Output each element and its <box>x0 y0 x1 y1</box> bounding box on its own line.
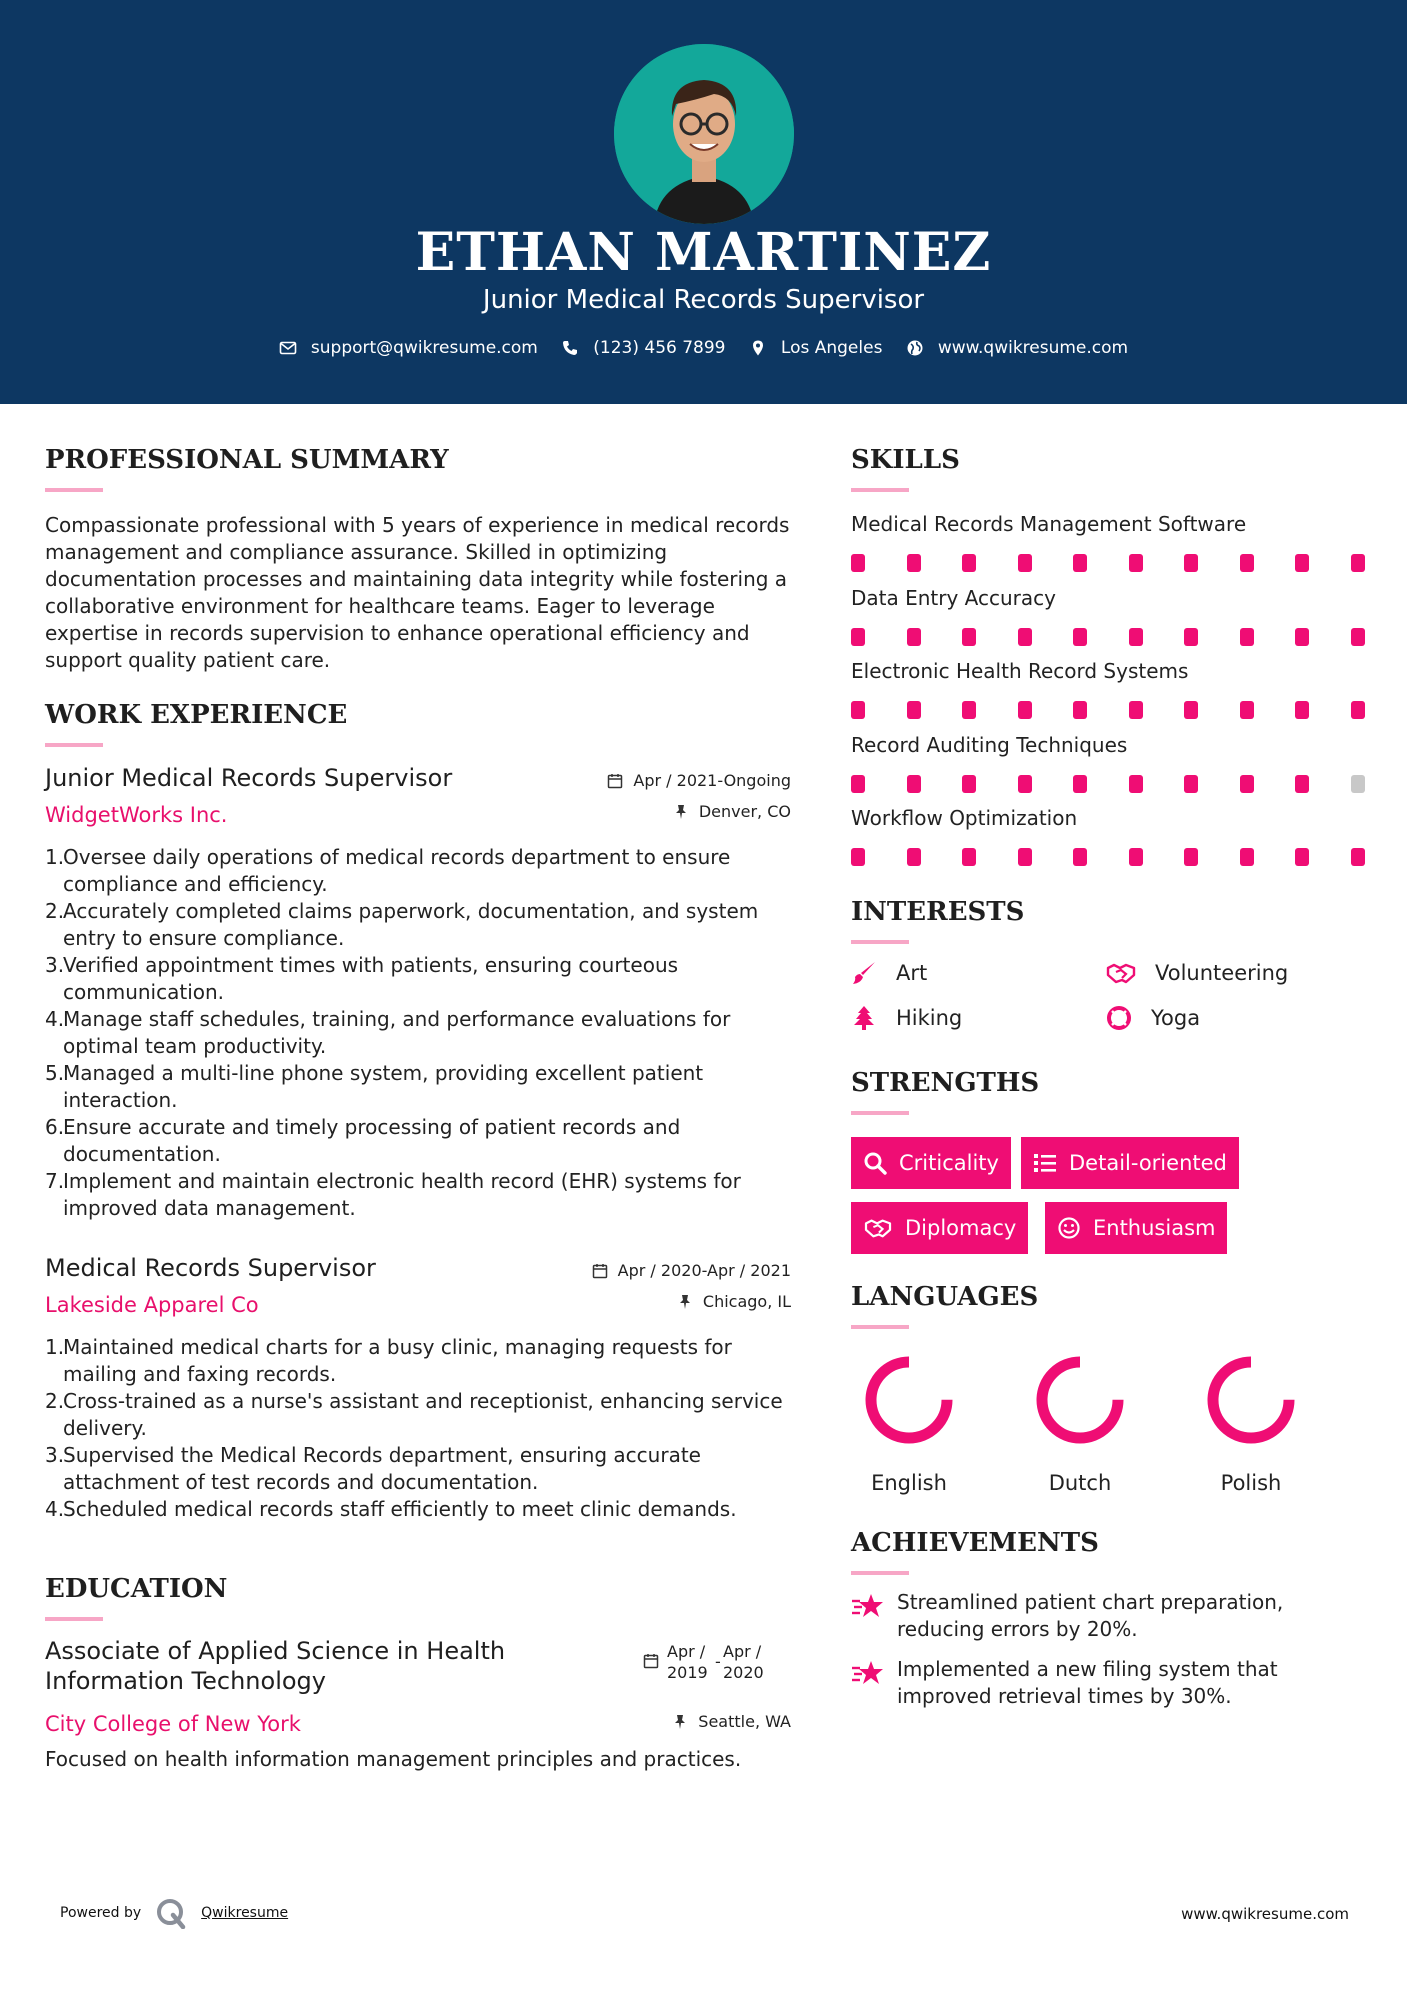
person-photo-icon <box>614 44 794 224</box>
achievement-item <box>851 1589 1351 1643</box>
school-name: City College of New York <box>45 1712 301 1736</box>
skill-rating-dot <box>851 554 865 572</box>
job-dates-text: Apr / 2021-Ongoing <box>633 771 791 790</box>
skill-rating <box>851 554 1359 572</box>
skill-rating-dot <box>1240 848 1254 866</box>
skill-rating-dot <box>1295 628 1309 646</box>
duty-item <box>45 1334 791 1388</box>
education-rule <box>45 1617 103 1621</box>
strength-badge <box>851 1137 1011 1189</box>
education-heading: EDUCATION <box>45 1574 228 1604</box>
skills-heading: SKILLS <box>851 445 960 475</box>
skill-rating-dot <box>1240 775 1254 793</box>
contact-email-text: support@qwikresume.com <box>310 338 538 358</box>
education-start: Apr / 2019 <box>667 1642 708 1682</box>
duty-item <box>45 844 791 898</box>
language-proficiency-ring <box>1030 1350 1130 1450</box>
education-date-separator: - <box>715 1652 721 1671</box>
language-item <box>849 1350 969 1498</box>
interest-label: Yoga <box>1151 1006 1201 1030</box>
languages-heading: LANGUAGES <box>851 1282 1039 1312</box>
duty-text: Cross-trained as a nurse's assistant and receptionist, enhancing service delivery. <box>63 1389 783 1440</box>
duty-number: 1. <box>45 1335 65 1359</box>
duty-item <box>45 1496 791 1523</box>
contact-phone[interactable] <box>561 333 725 363</box>
strengths-rule <box>851 1111 909 1115</box>
achievements-rule <box>851 1571 909 1575</box>
resume-header <box>0 0 1407 404</box>
skill-rating <box>851 701 1359 719</box>
degree-title: Associate of Applied Science in Health Information Technology <box>45 1637 506 1695</box>
strengths-heading: STRENGTHS <box>851 1068 1040 1098</box>
duty-text: Ensure accurate and timely processing of patient records and documentation. <box>63 1115 681 1166</box>
job-title: Medical Records Supervisor <box>45 1254 376 1282</box>
candidate-name: ETHAN MARTINEZ <box>415 222 992 283</box>
skill-rating-dot <box>851 775 865 793</box>
skill-rating <box>851 775 1359 793</box>
duty-number: 2. <box>45 899 65 923</box>
calendar-icon <box>607 773 623 789</box>
strength-label: Detail-oriented <box>1069 1151 1227 1175</box>
interest-label: Hiking <box>896 1006 963 1030</box>
skill-rating-dot <box>1351 701 1365 719</box>
language-item <box>1191 1350 1311 1498</box>
skill-rating <box>851 628 1359 646</box>
experience-rule <box>45 743 103 747</box>
skill-rating-dot <box>1295 848 1309 866</box>
strength-badge <box>1021 1137 1239 1189</box>
search-icon <box>863 1151 887 1175</box>
job-location-text: Denver, CO <box>698 802 791 821</box>
job-dates-text: Apr / 2020-Apr / 2021 <box>617 1261 791 1280</box>
skill-rating-dot <box>1018 701 1032 719</box>
skill-rating-dot <box>907 628 921 646</box>
duty-text: Scheduled medical records staff efficiently to meet clinic demands. <box>63 1497 737 1521</box>
achievement-text: Implemented a new filing system that improved retrieval times by 30%. <box>897 1657 1278 1708</box>
language-proficiency-arc <box>871 1362 947 1438</box>
summary-heading: PROFESSIONAL SUMMARY <box>45 445 449 475</box>
strength-badge <box>851 1202 1028 1254</box>
skill-rating-dot <box>1018 775 1032 793</box>
skill-rating-dot <box>1018 628 1032 646</box>
candidate-title: Junior Medical Records Supervisor <box>482 285 925 315</box>
skill-rating-dot <box>1129 554 1143 572</box>
duty-number: 1. <box>45 845 65 869</box>
duty-number: 7. <box>45 1169 65 1193</box>
lifebuoy-icon <box>1106 1005 1132 1031</box>
pushpin-icon <box>673 804 689 820</box>
job-location-text: Chicago, IL <box>702 1292 791 1311</box>
contact-email[interactable] <box>279 333 538 363</box>
paintbrush-icon <box>851 960 877 986</box>
duty-item <box>45 1060 791 1114</box>
skill-rating-dot <box>1295 701 1309 719</box>
skill-rating-dot <box>907 848 921 866</box>
skill-rating-dot <box>907 775 921 793</box>
skill-rating-dot <box>1184 775 1198 793</box>
job-dates <box>491 769 791 793</box>
powered-by-text: Powered by <box>60 1905 142 1921</box>
qwikresume-link[interactable]: Qwikresume <box>201 1905 289 1921</box>
map-pin-icon <box>749 339 767 357</box>
duty-number: 5. <box>45 1061 65 1085</box>
skill-rating-dot <box>1240 628 1254 646</box>
skill-rating-dot <box>962 628 976 646</box>
skill-rating-dot <box>1073 554 1087 572</box>
summary-rule <box>45 488 103 492</box>
interest-item <box>1106 1003 1200 1033</box>
duty-item <box>45 1168 791 1222</box>
job-title: Junior Medical Records Supervisor <box>45 764 453 792</box>
company-name: WidgetWorks Inc. <box>45 803 228 827</box>
skill-rating-dot <box>962 554 976 572</box>
skill-rating-dot <box>907 701 921 719</box>
pushpin-icon <box>672 1714 688 1730</box>
contact-website[interactable] <box>906 333 1128 363</box>
strength-label: Diplomacy <box>905 1216 1017 1240</box>
duty-item <box>45 898 791 952</box>
globe-icon <box>906 339 924 357</box>
list-icon <box>1033 1151 1057 1175</box>
skill-rating-dot <box>1184 554 1198 572</box>
skill-rating-dot <box>1351 848 1365 866</box>
calendar-icon <box>643 1653 659 1669</box>
duty-number: 4. <box>45 1007 65 1031</box>
summary-text: Compassionate professional with 5 years of experience in medical records management and compliance assurance. Skilled in optimizing documentation processes and maintaining data integrity while fostering a collaborative environment for healthcare teams. Eager to leverage expertise in records supervision to enhance operational efficiency and support quality patient care. <box>45 513 790 672</box>
skill-rating-dot <box>851 628 865 646</box>
duty-item <box>45 1442 791 1496</box>
duty-text: Maintained medical charts for a busy clinic, managing requests for mailing and faxing records. <box>63 1335 732 1386</box>
contact-website-text: www.qwikresume.com <box>937 338 1129 358</box>
duty-item <box>45 1006 791 1060</box>
duty-text: Manage staff schedules, training, and performance evaluations for optimal team productivity. <box>63 1007 731 1058</box>
smile-icon <box>1057 1216 1081 1240</box>
skill-rating-dot <box>1073 628 1087 646</box>
duty-number: 3. <box>45 953 65 977</box>
experience-heading: WORK EXPERIENCE <box>45 700 348 730</box>
education-description: Focused on health information management principles and practices. <box>45 1747 742 1771</box>
skill-rating-dot <box>851 848 865 866</box>
skill-rating-dot <box>1240 554 1254 572</box>
skill-rating-dot <box>1184 628 1198 646</box>
company-name: Lakeside Apparel Co <box>45 1293 259 1317</box>
duty-text: Verified appointment times with patients, ensuring courteous communication. <box>63 953 679 1004</box>
duty-number: 2. <box>45 1389 65 1413</box>
job-location <box>491 1290 791 1314</box>
skill-name: Electronic Health Record Systems <box>851 659 1189 683</box>
strength-label: Criticality <box>899 1151 999 1175</box>
skill-rating-dot <box>962 775 976 793</box>
languages-rule <box>851 1325 909 1329</box>
skill-rating-dot <box>1018 554 1032 572</box>
language-proficiency-arc <box>1042 1362 1118 1438</box>
skill-rating-dot <box>1351 775 1365 793</box>
pushpin-icon <box>677 1294 693 1310</box>
duty-text: Supervised the Medical Records department, ensuring accurate attachment of test records and documentation. <box>63 1443 701 1494</box>
language-proficiency-ring <box>859 1350 959 1450</box>
education-dates <box>643 1641 791 1683</box>
interest-label: Art <box>896 961 928 985</box>
language-name: Dutch <box>1048 1471 1112 1495</box>
skill-rating-dot <box>1073 701 1087 719</box>
skill-rating-dot <box>1295 775 1309 793</box>
envelope-icon <box>279 339 297 357</box>
footer-powered-by <box>60 1897 288 1929</box>
calendar-icon <box>592 1263 608 1279</box>
achievement-text: Streamlined patient chart preparation, reducing errors by 20%. <box>897 1590 1284 1641</box>
duty-text: Managed a multi-line phone system, providing excellent patient interaction. <box>63 1061 704 1112</box>
duty-text: Accurately completed claims paperwork, documentation, and system entry to ensure compliance. <box>63 899 759 950</box>
skill-rating <box>851 848 1359 866</box>
skill-rating-dot <box>1073 848 1087 866</box>
skill-rating-dot <box>1240 701 1254 719</box>
skill-rating-dot <box>1184 701 1198 719</box>
qwikresume-logo-icon <box>155 1897 187 1929</box>
interest-item <box>851 958 927 988</box>
job-duties-list <box>45 1334 791 1523</box>
language-proficiency-ring <box>1201 1350 1301 1450</box>
contact-bar <box>0 333 1407 367</box>
duty-item <box>45 952 791 1006</box>
education-end: Apr / 2020 <box>723 1642 764 1682</box>
language-proficiency-arc <box>1213 1362 1289 1438</box>
duty-number: 4. <box>45 1497 65 1521</box>
skill-name: Medical Records Management Software <box>851 512 1247 536</box>
strength-label: Enthusiasm <box>1093 1216 1216 1240</box>
duty-text: Oversee daily operations of medical records department to ensure compliance and efficiency. <box>63 845 731 896</box>
skills-rule <box>851 488 909 492</box>
skill-rating-dot <box>1018 848 1032 866</box>
interest-label: Volunteering <box>1155 961 1289 985</box>
skill-name: Record Auditing Techniques <box>851 732 1128 757</box>
skill-rating-dot <box>1129 848 1143 866</box>
interest-item <box>1106 958 1288 988</box>
job-dates <box>491 1259 791 1283</box>
avatar <box>614 44 794 224</box>
education-location <box>491 1710 791 1734</box>
duty-text: Implement and maintain electronic health record (EHR) systems for improved data management. <box>63 1169 741 1220</box>
achievement-item <box>851 1656 1351 1710</box>
language-name: English <box>871 1471 947 1495</box>
skill-rating-dot <box>907 554 921 572</box>
duty-number: 6. <box>45 1115 65 1139</box>
handshake-icon <box>863 1216 893 1240</box>
skill-name: Workflow Optimization <box>851 806 1078 830</box>
duty-item <box>45 1388 791 1442</box>
contact-phone-text: (123) 456 7899 <box>593 338 726 358</box>
interest-item <box>851 1003 962 1033</box>
strength-badge <box>1045 1202 1227 1254</box>
contact-location <box>749 333 883 363</box>
job-duties-list <box>45 844 791 1222</box>
language-item <box>1020 1350 1140 1498</box>
skill-rating-dot <box>1129 775 1143 793</box>
education-location-text: Seattle, WA <box>698 1712 791 1731</box>
skill-rating-dot <box>1073 775 1087 793</box>
tree-icon <box>851 1005 877 1031</box>
duty-item <box>45 1114 791 1168</box>
job-location <box>491 800 791 824</box>
skill-rating-dot <box>962 701 976 719</box>
skill-rating-dot <box>1351 628 1365 646</box>
achievements-heading: ACHIEVEMENTS <box>851 1528 1099 1558</box>
skill-rating-dot <box>1351 554 1365 572</box>
language-name: Polish <box>1220 1471 1282 1495</box>
skill-rating-dot <box>851 701 865 719</box>
trophy-star-icon <box>851 1591 885 1621</box>
interests-heading: INTERESTS <box>851 897 1025 927</box>
contact-location-text: Los Angeles <box>780 338 883 358</box>
duty-number: 3. <box>45 1443 65 1467</box>
skill-rating-dot <box>962 848 976 866</box>
skill-rating-dot <box>1129 701 1143 719</box>
skill-rating-dot <box>1129 628 1143 646</box>
handshake-icon <box>1106 960 1136 986</box>
interests-rule <box>851 940 909 944</box>
skill-name: Data Entry Accuracy <box>851 585 1056 610</box>
footer-website[interactable]: www.qwikresume.com <box>1181 1905 1349 1923</box>
phone-icon <box>561 339 579 357</box>
skill-rating-dot <box>1184 848 1198 866</box>
skill-rating-dot <box>1295 554 1309 572</box>
trophy-star-icon <box>851 1658 885 1688</box>
